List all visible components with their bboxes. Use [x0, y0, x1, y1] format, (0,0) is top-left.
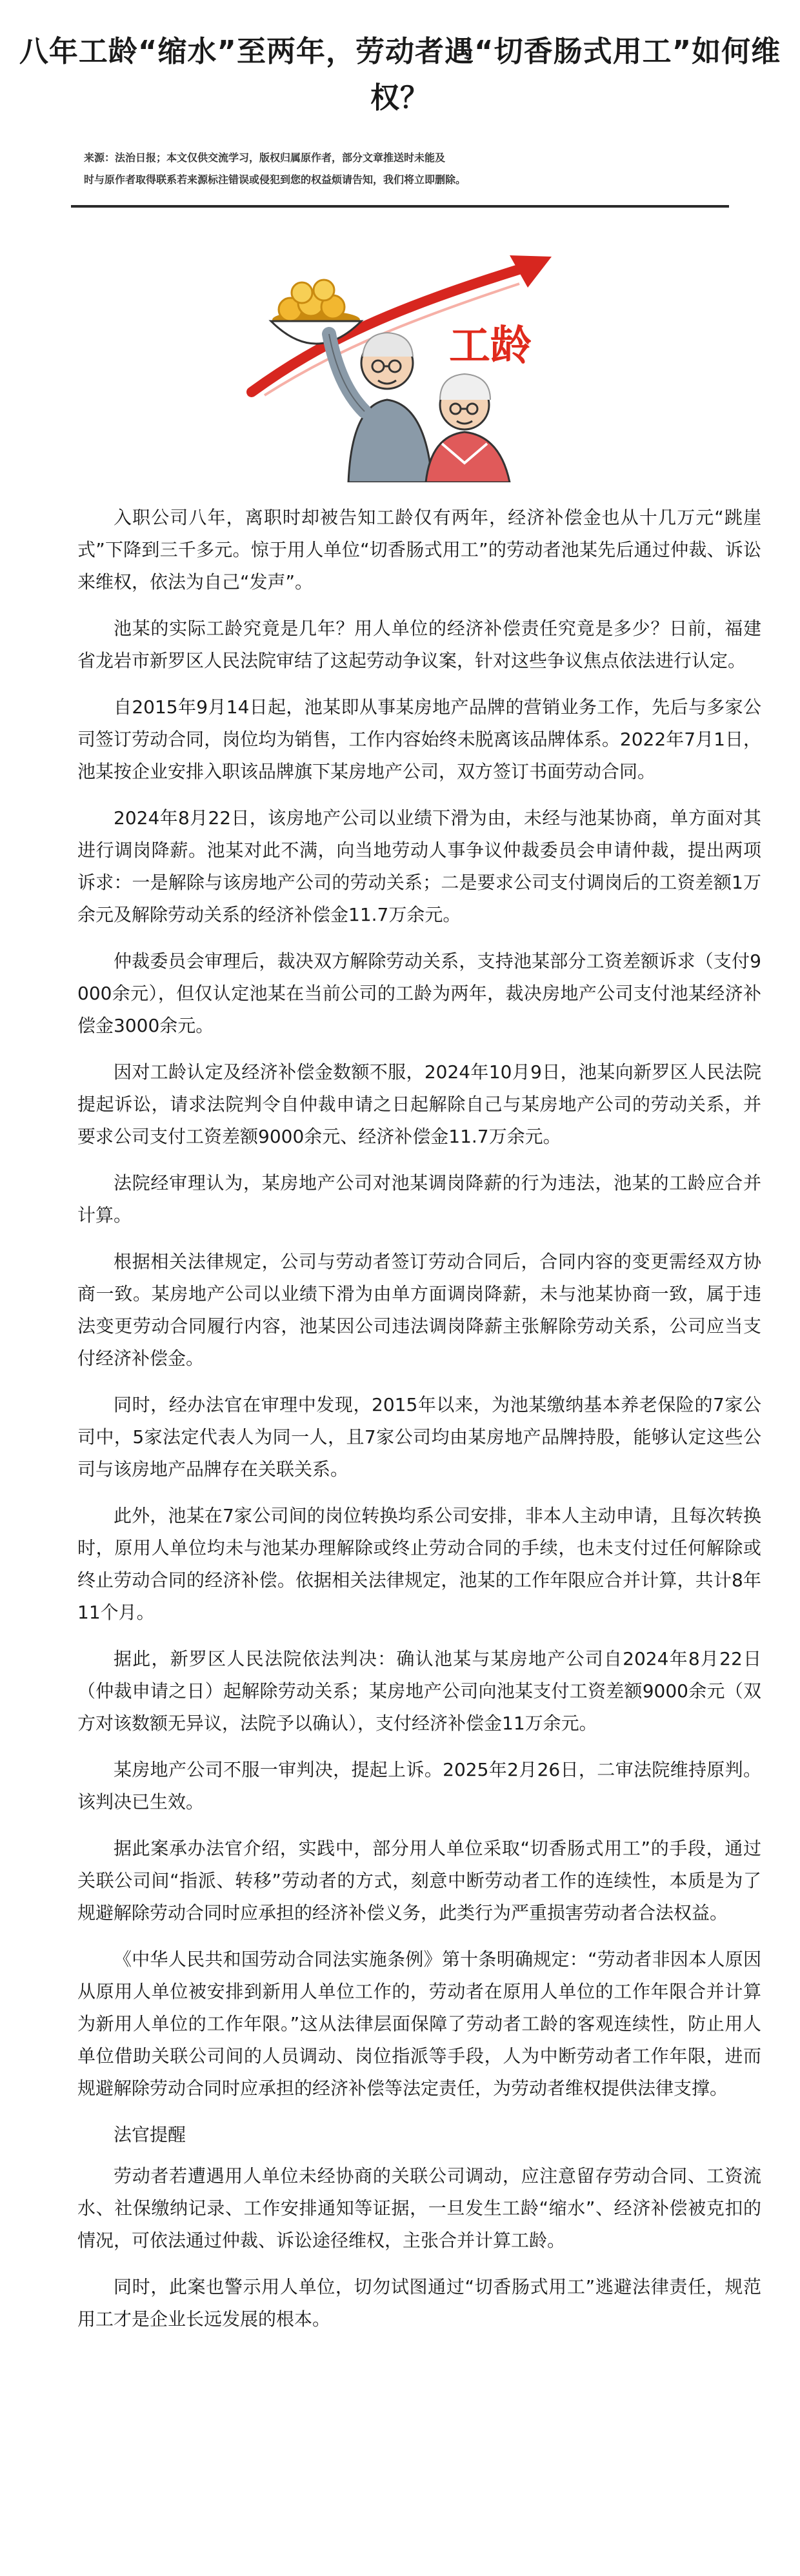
article-paragraph: 池某的实际工龄究竟是几年？用人单位的经济补偿责任究竟是多少？日前，福建省龙岩市新罗区人民法院审结了这起劳动争议案，针对这些争议焦点依法进行认定。 [77, 618, 761, 671]
article-paragraph: 此外，池某在7家公司间的岗位转换均系公司安排，非本人主动申请，且每次转换时，原用人单位均未与池某办理解除或终止劳动合同的手续，也未支付过任何解除或终止劳动合同的经济补偿。依据相关法律规定，池某的工作年限应合并计算，共计8年11个月。 [77, 1505, 761, 1623]
article-paragraph: 仲裁委员会审理后，裁决双方解除劳动关系，支持池某部分工资差额诉求（支付9000余元），但仅认定池某在当前公司的工龄为两年，裁决房地产公司支付池某经济补偿金3000余元。 [77, 950, 761, 1036]
article-paragraph: 据此，新罗区人民法院依法判决：确认池某与某房地产公司自2024年8月22日（仲裁申请之日）起解除劳动关系；某房地产公司向池某支付工资差额9000余元（双方对该数额无异议，法院予以确认），支付经济补偿金11万余元。 [77, 1648, 761, 1734]
article-title: 八年工龄“缩水”至两年，劳动者遇“切香肠式用工”如何维权？ [19, 34, 781, 115]
article-paragraph: 某房地产公司不服一审判决，提起上诉。2025年2月26日，二审法院维持原判。该判决已生效。 [77, 1759, 761, 1813]
article-paragraph: 入职公司八年，离职时却被告知工龄仅有两年，经济补偿金也从十几万元“跳崖式”下降到三千多元。惊于用人单位“切香肠式用工”的劳动者池某先后通过仲裁、诉讼来维权，依法为自己“发声”。 [77, 507, 761, 593]
article-paragraph: 因对工龄认定及经济补偿金数额不服，2024年10月9日，池某向新罗区人民法院提起诉讼，请求法院判令自仲裁申请之日起解除自己与某房地产公司的劳动关系，并要求公司支付工资差额9000余元、经济补偿金11.7万余元。 [77, 1061, 761, 1147]
section-heading: 法官提醒 [114, 2124, 186, 2145]
divider [71, 205, 729, 208]
article-body [77, 502, 761, 2335]
source-line: 时与原作者取得联系若来源标注错误或侵犯到您的权益烦请告知，我们将立即删除。 [84, 173, 466, 186]
article-paragraph: 《中华人民共和国劳动合同法实施条例》第十条明确规定：“劳动者非因本人原因从原用人单位被安排到新用人单位工作的，劳动者在原用人单位的工作年限合并计算为新用人单位的工作年限。”这从法律层面保障了劳动者工龄的客观连续性，防止用人单位借助关联公司间的人员调动、岗位指派等手段，人为中断劳动者工作年限，进而规避解除劳动合同时应承担的经济补偿等法定责任，为劳动者维权提供法律支撑。 [77, 1949, 761, 2099]
source-note [84, 147, 716, 191]
article-paragraph: 同时，此案也警示用人单位，切勿试图通过“切香肠式用工”逃避法律责任，规范用工才是企业长远发展的根本。 [77, 2276, 761, 2330]
article-paragraph: 同时，经办法官在审理中发现，2015年以来，为池某缴纳基本养老保险的7家公司中，5家法定代表人为同一人，且7家公司均由某房地产品牌持股，能够认定这些公司与该房地产品牌存在关联关系。 [77, 1394, 761, 1480]
illustration-label: 工龄 [449, 322, 532, 370]
elderly-couple-coins-rising-arrow-icon [226, 231, 574, 482]
article-paragraph: 据此案承办法官介绍，实践中，部分用人单位采取“切香肠式用工”的手段，通过关联公司间“指派、转移”劳动者的方式，刻意中断劳动者工作的连续性，本质是为了规避解除劳动合同时应承担的经济补偿义务，此类行为严重损害劳动者合法权益。 [77, 1838, 761, 1923]
article-paragraph: 法院经审理认为，某房地产公司对池某调岗降薪的行为违法，池某的工龄应合并计算。 [77, 1172, 761, 1226]
article-paragraph: 2024年8月22日，该房地产公司以业绩下滑为由，未经与池某协商，单方面对其进行调岗降薪。池某对此不满，向当地劳动人事争议仲裁委员会申请仲裁，提出两项诉求：一是解除与该房地产公司的劳动关系；二是要求公司支付调岗后的工资差额1万余元及解除劳动关系的经济补偿金11.7万余元。 [77, 807, 761, 925]
source-line: 来源：法治日报；本文仅供交流学习，版权归属原作者，部分文章推送时未能及 [84, 152, 446, 164]
article-paragraph: 自2015年9月14日起，池某即从事某房地产品牌的营销业务工作，先后与多家公司签订劳动合同，岗位均为销售，工作内容始终未脱离该品牌体系。2022年7月1日，池某按企业安排入职该品牌旗下某房地产公司，双方签订书面劳动合同。 [77, 696, 761, 782]
article-paragraph: 根据相关法律规定，公司与劳动者签订劳动合同后，合同内容的变更需经双方协商一致。某房地产公司以业绩下滑为由单方面调岗降薪，未与池某协商一致，属于违法变更劳动合同履行内容，池某因公司违法调岗降薪主张解除劳动关系，公司应当支付经济补偿金。 [77, 1251, 761, 1369]
article-paragraph: 劳动者若遭遇用人单位未经协商的关联公司调动，应注意留存劳动合同、工资流水、社保缴纳记录、工作安排通知等证据，一旦发生工龄“缩水”、经济补偿被克扣的情况，可依法通过仲裁、诉讼途径维权，主张合并计算工龄。 [77, 2165, 761, 2251]
